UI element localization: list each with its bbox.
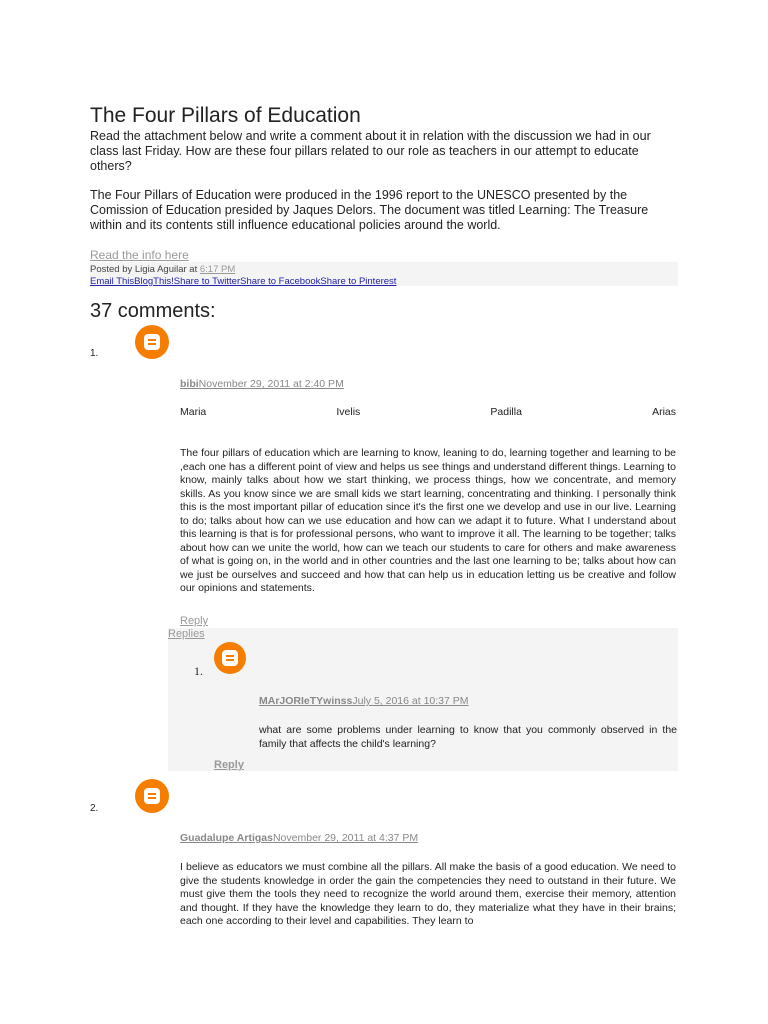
- comment-author-link[interactable]: bibi: [180, 378, 199, 390]
- name-word: Arias: [652, 406, 676, 418]
- blogger-avatar-icon[interactable]: [135, 325, 169, 359]
- comment-number: 1.: [90, 348, 99, 359]
- reply-link[interactable]: Reply: [180, 615, 209, 627]
- comment-byline: [180, 378, 344, 390]
- blogger-avatar-icon[interactable]: [135, 779, 169, 813]
- post-body: [90, 129, 680, 247]
- name-word: Padilla: [490, 406, 522, 418]
- post-timestamp-link[interactable]: 6:17 PM: [199, 264, 236, 275]
- share-links[interactable]: Email ThisBlogThis!Share to TwitterShare to FacebookShare to Pinterest: [90, 276, 397, 287]
- posted-by-label: Posted by Ligia Aguilar at: [90, 264, 200, 275]
- name-word: Ivelis: [336, 406, 361, 418]
- comment-body: I believe as educators we must combine all the pillars. All make the basis of a good education. We need to give the students knowledge in order the gain the competencies they need to outstand in their future. We must give them the tools they need to recognize the world around them, exercise their memory, attention and thought. If they have the knowledge they learn to do, they materialize what they have in their brains; each one according to their level and capabilities. They learn to: [180, 861, 676, 927]
- comment-date-link[interactable]: November 29, 2011 at 4:37 PM: [272, 832, 419, 844]
- posted-by: [90, 264, 235, 275]
- reply-body: what are some problems under learning to know that you commonly observed in the family that affects the child's learning?: [259, 724, 677, 750]
- replies-toggle[interactable]: Replies: [168, 628, 205, 640]
- read-info-link[interactable]: Read the info here: [90, 248, 189, 262]
- comment-body: The four pillars of education which are learning to know, leaning to do, learning together and learning to be ,each one has a different point of view and helps us see things and understand different things. Learning to know, mainly talks about how we start thinking, we process things, how we concentrate, and memory skills. As you know since we are small kids we start learning, concentrating and thinking. I personally think this is the most important pillar of education since it's the first one we develop and use in our live. Learning to do; talks about how can we use education and how can we adapt it to future. What I understand about this learning is that is for professional persons, who want to improve it all. The learning to be together; talks about how can we unite the world, how can we teach our students to care for others and make awareness of what is going on, in the world and in other countries and the last one learning to be; talks about how can we just be ourselves and succeed and how that can help us in education letting us be creative and follow our opinions and statements.: [180, 447, 676, 594]
- comment-author-link[interactable]: Guadalupe Artigas: [180, 832, 273, 844]
- comment-date-link[interactable]: November 29, 2011 at 2:40 PM: [198, 378, 344, 390]
- comment-name-row: [180, 406, 676, 418]
- comment-byline: [180, 832, 418, 844]
- reply-number: 1.: [194, 664, 203, 678]
- comments-count: 37 comments:: [90, 300, 216, 322]
- name-word: Maria: [180, 406, 207, 418]
- reply-author-link[interactable]: MArJORIeTYwinss: [259, 695, 353, 707]
- comment-number: 2.: [90, 803, 99, 814]
- post-title: The Four Pillars of Education: [90, 104, 361, 127]
- intro-paragraph: Read the attachment below and write a comment about it in relation with the discussion we had in our class last Friday. How are these four pillars related to our role as teachers in our attempt to educate others?: [90, 129, 651, 173]
- thread-reply-link[interactable]: Reply: [214, 759, 244, 771]
- post-footer: [90, 262, 678, 286]
- reply-byline: [259, 695, 469, 707]
- intro-paragraph: The Four Pillars of Education were produced in the 1996 report to the UNESCO presented by the Comission of Education presided by Jaques Delors. The document was titled Learning: The Treasure within and its contents still influence educational policies around the world.: [90, 188, 649, 232]
- blogger-avatar-icon[interactable]: [214, 642, 246, 674]
- reply-date-link[interactable]: July 5, 2016 at 10:37 PM: [352, 695, 469, 707]
